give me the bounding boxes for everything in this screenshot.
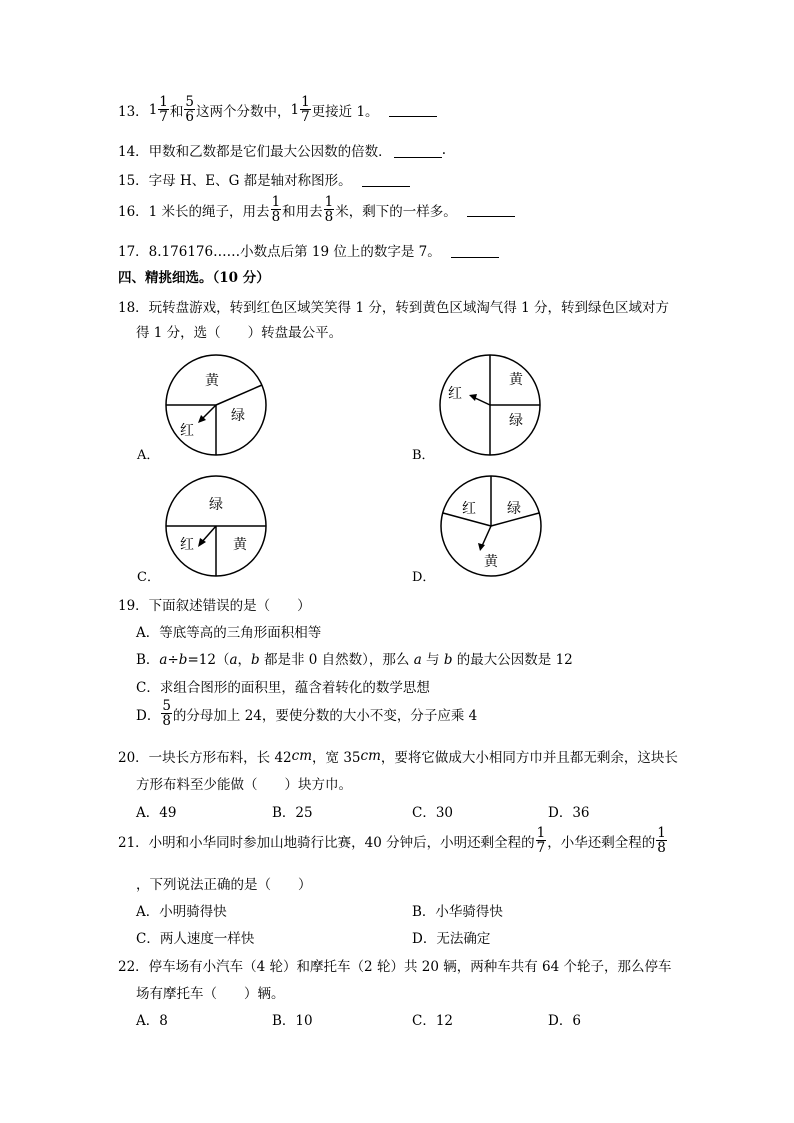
q20-option-a[interactable]: A．49 [136,805,177,821]
q13-number: 13． [118,103,149,120]
spinner-c-red-label: 红 [180,537,194,553]
question-14 [118,140,446,160]
q19-b-var-a: a [159,652,168,668]
q16-pre: 16．1 米长的绳子，用去 [118,203,270,220]
spinner-a-yellow-label: 黄 [205,373,219,389]
question-18-line-2 [136,321,342,341]
q22-option-d[interactable]: D．6 [548,1013,581,1029]
spinner-d-green-label: 绿 [507,501,521,517]
q17-answer-blank[interactable] [451,243,499,258]
q16-tail: 米，剩下的一样多。 [335,203,457,220]
q21-mid: ，小华还剩全程的 [547,834,656,851]
q19-b-yu: 与 [421,652,444,668]
q21-f2-den: 8 [657,840,666,857]
q16-f1-num: 1 [271,194,281,210]
q19-b-var-a3: a [413,652,422,668]
q19-option-a[interactable] [136,621,321,641]
question-19 [118,594,311,614]
q21-option-a[interactable]: A．小明骑得快 [136,904,227,920]
q21-pre: 21．小明和小华同时参加山地骑行比赛，40 分钟后，小明还剩全程的 [118,834,535,851]
q19-d-num: 5 [162,698,171,714]
question-20-line-2 [136,773,352,793]
q14-dot: . [441,142,446,158]
q21-fraction-1 [536,826,547,855]
q13-mid: 这两个分数中， [195,103,291,120]
spinner-c-green-label: 绿 [209,497,223,513]
spinner-b-green-label: 绿 [509,413,523,429]
q21-f1-den: 7 [536,840,546,857]
question-17 [118,240,499,260]
spinner-b[interactable] [433,352,553,462]
spinner-a[interactable] [158,352,278,462]
section-4-title [118,266,270,286]
q20-option-b[interactable]: B．25 [272,805,313,821]
q17-text: 17．8.176176……小数点后第 19 位上的数字是 7。 [118,244,441,260]
q13-f3-den: 7 [301,109,310,126]
option-a-label[interactable]: A． [137,448,160,463]
q16-answer-blank[interactable] [467,202,515,217]
question-22-line-1 [118,955,671,975]
q13-and: 和 [169,103,184,120]
q13-whole-3: 1 [290,101,300,118]
q14-answer-blank[interactable] [394,143,442,158]
q22-line2: 场有摩托车（ ）辆。 [136,986,285,1002]
question-13 [118,95,437,124]
spinner-d[interactable] [433,473,553,583]
q20-line1-tail: ，要将它做成大小相同方巾并且都无剩余，这块长 [380,750,678,766]
q13-fraction-1 [158,95,169,124]
q16-f2-den: 8 [324,209,334,226]
spinner-a-divider-1 [216,385,262,405]
question-20-line-1 [118,746,678,766]
q16-fraction-1 [271,195,282,224]
q20-unit-1: cm [291,748,313,764]
question-22-line-2 [136,982,285,1002]
q21-option-b[interactable]: B．小华骑得快 [412,904,503,920]
q13-fraction-3 [300,95,311,124]
q16-fraction-2 [324,195,335,224]
q19-option-a-text: A．等底等高的三角形面积相等 [136,625,322,641]
q19-b-pre: B． [136,652,160,668]
q19-b-var-a2: a [229,652,238,668]
q16-f2-num: 1 [324,194,334,210]
q19-stem: 19．下面叙述错误的是（ ） [118,598,311,614]
q20-unit-2: cm [360,748,381,764]
q21-f1-num: 1 [536,825,546,841]
q19-d-den: 8 [162,713,171,730]
q22-option-a[interactable]: A．8 [136,1013,168,1029]
q20-line2: 方形布料至少能做（ ）块方巾。 [136,777,352,793]
q21-f2-num: 1 [657,825,666,841]
q22-line1: 22．停车场有小汽车（4 轮）和摩托车（2 轮）共 20 辆，两种车共有 64 个轮子，那么停车 [118,959,672,975]
q19-d-pre: D． [136,707,161,724]
q22-option-c[interactable]: C．12 [412,1013,454,1029]
q15-text: 15．字母 H、E、G 都是轴对称图形。 [118,173,352,189]
option-b-label[interactable]: B． [412,448,435,463]
q13-f3-num: 1 [301,94,310,110]
q21-option-d[interactable]: D．无法确定 [412,931,491,947]
question-18-line-1 [118,296,669,316]
q19-b-var-b3: b [443,652,453,668]
section-4-title-text: 四、精挑细选。（10 分） [118,270,270,286]
q20-line1-mid: ，宽 35 [312,750,361,766]
spinner-d-red-label: 红 [462,501,476,517]
q20-option-d[interactable]: D．36 [548,805,590,821]
spinner-d-pointer-head [478,543,485,551]
q19-d-tail: 的分母加上 24，要使分数的大小不变，分子应乘 4 [172,707,478,724]
q13-f1-den: 7 [159,109,168,126]
q19-b-var-b2: b [251,652,260,668]
q16-mid: 和用去 [282,203,323,220]
spinner-d-pointer [482,526,491,546]
spinner-a-green-label: 绿 [231,408,245,424]
q19-b-mid: =12（ [187,652,230,668]
option-c-label[interactable]: C． [137,570,160,585]
q18-line1: 18．玩转盘游戏，转到红色区域笑笑得 1 分，转到黄色区域淘气得 1 分，转到绿色区域对方 [118,300,670,316]
spinner-b-yellow-label: 黄 [509,372,523,388]
q13-f2-den: 6 [185,109,194,126]
spinner-b-pointer-head [469,394,477,401]
spinner-c-yellow-label: 黄 [233,537,247,553]
q21-fraction-2 [656,826,667,855]
q19-b-div: ÷ [167,652,179,668]
q19-option-c-text: C．求组合图形的面积里，蕴含着转化的数学思想 [136,680,430,696]
q13-f1-num: 1 [159,94,168,110]
q22-option-b[interactable]: B．10 [272,1013,313,1029]
q19-b-comma: ， [237,652,252,668]
q19-option-b[interactable] [136,648,573,668]
q19-option-d[interactable] [136,699,477,728]
question-21-line-1 [118,826,668,855]
q13-f2-num: 5 [185,94,194,110]
q13-tail: 更接近 1。 [311,103,379,120]
q20-option-c[interactable]: C．30 [412,805,454,821]
q16-f1-den: 8 [271,209,281,226]
q19-d-fraction [161,699,172,728]
question-21-line-2 [136,873,312,893]
q19-b-tail: 的最大公因数是 12 [452,652,573,668]
question-15 [118,169,410,189]
spinner-c[interactable] [159,473,279,583]
q18-line2: 得 1 分，选（ ）转盘最公平。 [136,325,343,341]
q21-line2: ，下列说法正确的是（ ） [136,877,312,893]
q15-answer-blank[interactable] [362,172,410,187]
q19-option-c[interactable] [136,676,430,696]
q14-text: 14．甲数和乙数都是它们最大公因数的倍数． [118,144,392,160]
option-d-label[interactable]: D． [412,570,436,585]
q13-whole-1: 1 [148,101,158,118]
spinner-d-yellow-label: 黄 [484,554,498,570]
q13-answer-blank[interactable] [389,102,437,117]
spinner-a-red-label: 红 [180,423,194,439]
q21-option-c[interactable]: C．两人速度一样快 [136,931,255,947]
question-16 [118,195,515,224]
spinner-b-red-label: 红 [448,386,462,402]
q20-line1-pre: 20．一块长方形布料，长 42 [118,750,292,766]
q19-b-var-b: b [178,652,188,668]
q19-b-mid2: 都是非 0 自然数），那么 [259,652,414,668]
q13-fraction-2 [184,95,195,124]
